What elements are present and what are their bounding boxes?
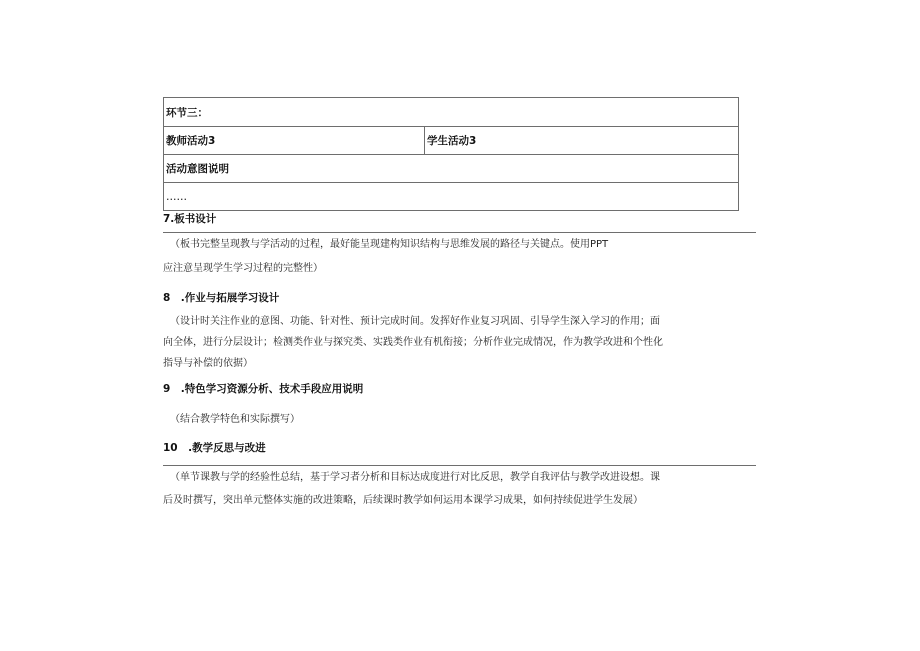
section-8-line-1: （设计时关注作业的意图、功能、针对性、预计完成时间。发挥好作业复习巩固、引导学生深入学习的作用；面 <box>170 316 660 327</box>
table-row-intent <box>164 154 738 182</box>
section-8-line-3: 指导与补偿的依据） <box>163 358 253 369</box>
ellipsis-cell: …… <box>166 190 187 203</box>
table-row-ellipsis <box>164 182 738 210</box>
activity-intent-cell: 活动意图说明 <box>166 163 229 175</box>
table-row-stage <box>164 98 738 126</box>
section-8-heading: 8 .作业与拓展学习设计 <box>163 292 280 304</box>
section-10-line-1: （单节课教与学的经验性总结，基于学习者分析和目标达成度进行对比反思，教学自我评估与教学改进设想。课 <box>170 472 660 483</box>
section-7-heading: 7.板书设计 <box>163 213 217 225</box>
stage-label: 环节三： <box>166 106 208 119</box>
teacher-activity-cell: 教师活动3 <box>164 127 425 154</box>
section-9-heading: 9 .特色学习资源分析、技术手段应用说明 <box>163 383 364 395</box>
section-7-line-2: 应注意呈现学生学习过程的完整性） <box>163 263 323 274</box>
section-10-line-2: 后及时撰写，突出单元整体实施的改进策略，后续课时教学如何运用本课学习成果，如何持续促进学生发展） <box>163 495 643 506</box>
section-8-line-2: 向全体，进行分层设计；检测类作业与探究类、实践类作业有机衔接；分析作业完成情况，作为教学改进和个性化 <box>163 337 663 348</box>
section-7-line-1: （板书完整呈现教与学活动的过程，最好能呈现建构知识结构与思维发展的路径与关键点。使用PPT <box>170 239 609 250</box>
section-10-divider <box>163 465 756 466</box>
lesson-stage-table <box>163 97 739 211</box>
section-10-heading: 10 .教学反思与改进 <box>163 442 266 454</box>
section-9-line-1: （结合教学特色和实际撰写） <box>170 414 300 425</box>
student-activity-cell: 学生活动3 <box>427 135 477 147</box>
section-7-divider <box>163 232 756 233</box>
table-row-activities <box>164 126 738 154</box>
